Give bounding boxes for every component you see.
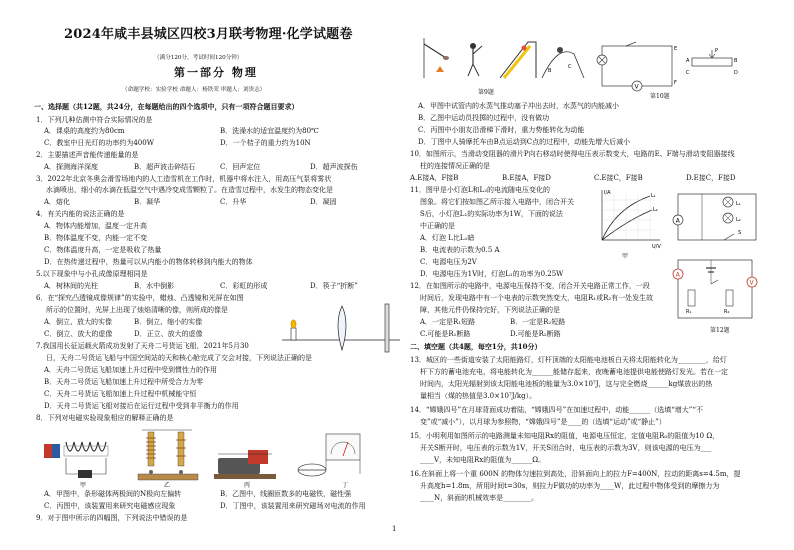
q15-line1: 15．小明利用如图所示的电路测量未知电阻Rx的阻值，电源电压恒定，定值电阻R₀的阻值为10 Ω， [410,432,720,440]
q10-option-d: D.E接C，F接D [686,174,736,182]
q11-circuit-figure [672,188,764,248]
q3-stem-line2: 水滴喷出，细小的水滴在低温空气中遇冷变成雪颗粒了。在造雪过程中，水发生的物态变化是 [46,186,333,194]
resistor-r2-icon [726,290,733,306]
q16-line3: ____N，斜面的机械效率是________。 [420,494,539,502]
svg-text:R₂: R₂ [724,309,730,315]
battery-icon [78,470,92,478]
q13-line3: 时间内，太阳光辐射到该太阳能电池板的能量为3.0×10⁷J，这与完全燃烧______kg煤放出的热 [420,380,713,388]
q3-option-c: C．升华 [220,198,247,206]
q1-stem: 1．下列几种估测中符合实际情况的是 [36,116,153,124]
q8-option-b: B．乙图中，线圈匝数多的电磁铁，磁性强 [220,490,352,498]
q6-stem-line1: 6．在“探究凸透镜成像规律”的实验中，蜡烛、凸透镜和光屏在如图 [36,294,244,302]
q3-option-b: B．凝华 [134,198,161,206]
battery-pack-icon [248,450,268,464]
candle-icon [291,328,296,340]
svg-text:P: P [715,48,719,54]
q6-stem-line2: 所示的位置时，光屏上出现了烛焰清晰的像，则所成的像是 [46,306,228,314]
q11-iu-graph [594,186,664,250]
switch-icon [711,280,718,284]
q12-option-d: D.可能是R₂断路 [510,330,561,338]
q7-option-a: A．天舟二号货运飞船加速上升过程中受到惯性力的作用 [44,366,218,374]
q2-option-d: D．超声波探伤 [310,163,358,171]
svg-text:A: A [675,271,680,279]
q2-option-c: C．回声定位 [220,163,261,171]
svg-text:S: S [738,230,742,236]
q7-option-c: C．天舟二号货运飞船加速上升过程中机械能守恒 [44,390,197,398]
q4-option-c: C．物体温度升高，一定是吸收了热量 [44,246,162,254]
svg-text:L₁: L₁ [736,201,741,207]
coil-icon [66,442,106,451]
fig11-caption: 甲 [622,253,629,260]
q8-stem: 8．下列对电磁实验现象相应的解释正确的是 [36,414,174,422]
light-screen-icon [385,304,389,352]
q12-option-a: A．一定是R₁短路 [420,318,476,326]
fig8-jia-coil [44,442,108,478]
q11-stem-line2: 图象。将它们按如图乙所示接入电路中，闭合开关 [420,198,574,206]
svg-text:E: E [674,46,678,52]
q5-option-b: B．水中倒影 [134,282,175,290]
score-line: （满分120分，考试时间120分钟） [154,55,243,61]
fig9-thrower [468,43,482,76]
convex-lens-icon [338,306,346,350]
q6-lens-figure [282,300,402,358]
fig8-label-jia: 甲 [80,482,87,488]
fig8-label-ding: 丁 [342,482,349,488]
q11-stem-line4: 中正确的是 [420,222,455,230]
q7-stem-line2: 日，天舟二号货运飞船与中国空间站的天和核心舱完成了交会对接，下列说法正确的是 [46,354,312,362]
q9-option-b: B．乙图中运动员投掷的过程中，没有做功 [418,114,550,122]
fig10-caption: 第10题 [650,93,670,100]
q5-option-d: D．筷子“折断” [310,282,358,290]
q12-option-c: C.可能是R₁断路 [420,330,471,338]
fig8-yi-electromagnets [138,430,198,480]
q3-option-d: D．凝固 [310,198,337,206]
q6-option-c: C．倒立、放大的虚像 [44,330,113,338]
q11-stem-line3: S后，小灯泡L₁的实际功率为1W，下面的说法 [420,210,563,218]
q9-option-d: D．丁图中人骑摩托车由B点运动到C点的过程中，动能先增大后减小 [418,138,631,146]
q11-option-b: B．电流表的示数为0.5 A [420,246,500,254]
q13-line2: 杆下方的蓄电池充电，将电能转化为______能储存起来，夜晚蓄电池提供电能使路灯发光。若在一定 [420,368,728,376]
q8-figures [42,424,402,488]
svg-text:F: F [674,80,677,86]
rheostat-icon [692,58,732,66]
q2-stem: 2．主要描述声音能传递能量的是 [36,151,139,159]
fig9-slide [500,42,536,78]
q9-figure [418,34,588,84]
q1-option-c: C．教室中日光灯的功率约为400W [44,139,154,147]
fig8-label-yi: 乙 [164,482,171,488]
resistor-r1-icon [688,290,695,306]
q10-stem-line1: 10．如图所示，当滑动变阻器的滑片P向右移动时使得电压表示数变大，电路的E、F端与滑动变阻器接线 [410,150,735,158]
svg-text:V: V [634,83,639,91]
page-number: 1 [392,525,397,533]
exam-title: 2024年咸丰县城区四校3月联考物理·化学试题卷 [64,27,353,42]
motorbike-icon [557,47,563,53]
q9-option-a: A．甲图中试管内的水蒸气推动塞子冲出去时，水蒸气的内能减小 [418,102,620,110]
q7-option-b: B．天舟二号货运飞船加速上升过程中所受合力为零 [44,378,204,386]
svg-text:C: C [686,70,690,76]
section2-heading: 二、填空题（共4题，每空1分，共10分） [410,342,542,351]
svg-text:L₂: L₂ [653,207,658,213]
q10-option-b: B.E接A，F接D [502,174,552,182]
q14-line2: 变”或“减小”），以月球为参照物，“嫦娥四号”是____的（选填“运动”或“静止”） [420,418,666,426]
svg-text:L₂: L₂ [736,217,741,223]
q4-option-b: B．物体温度不变，内能一定不变 [44,234,148,242]
q16-line1: 16.在斜面上将一个重 600N 的物体匀速拉到高处，沿斜面向上的拉力F=400N，拉动的距离s=4.5m，提 [410,470,741,478]
q5-option-a: A．树林间的光柱 [44,282,99,290]
svg-text:V: V [749,279,754,287]
svg-text:B: B [734,58,738,64]
q8-option-d: D．丁图中，该装置用来研究磁场对电流的作用 [220,502,366,510]
q4-option-a: A．物体内能增加，温度一定升高 [44,222,148,230]
fig9-test-tube [424,38,449,78]
fig9-caption: 第9题 [478,89,494,96]
q8-option-c: C．丙图中，该装置用来研究电磁感应现象 [44,502,176,510]
flame-icon [436,66,444,72]
svg-text:A: A [675,217,680,225]
magnet-s-icon [52,444,60,458]
q12-circuit-figure [666,254,764,324]
q5-stem: 5.以下现象中与小孔成像原理相同是 [36,270,148,278]
q10-option-c: C.E接C，F接B [594,174,643,182]
q13-line1: 13．城区的一些街道安装了太阳能路灯，灯杆顶端的太阳能电池板白天将太阳能转化为________，给灯 [410,356,727,364]
fig8-label-bing: 丙 [244,482,251,488]
svg-text:R₁: R₁ [686,309,692,315]
svg-text:A: A [686,58,690,64]
authors-line: （命题学校：实验学校 命题人：杨铁荣 审题人：刘贵志） [122,87,266,93]
svg-text:B: B [548,68,552,74]
switch-s-icon [724,234,734,240]
q7-stem-line1: 7.我国用长征运载火箭成功发射了天舟二号货运飞船，2021年5月30 [36,342,249,350]
q6-option-d: D．正立、放大的虚像 [134,330,203,338]
q2-option-b: B．超声波击碎结石 [134,163,196,171]
switch-icon [626,42,636,46]
q11-option-a: A．灯泡 L比L₁暗 [420,234,475,242]
q15-line2: 开关S断开时，电压表的示数为1V，开关S闭合时，电压表的示数为3V，则该电源的电压为___ [420,444,712,452]
q1-option-d: D．一个桔子的重力约为10N [220,139,311,147]
q12-stem-line1: 12．在如图所示的电路中，电源电压保持不变，闭合开关电路正常工作，一段 [410,282,650,290]
svg-text:C: C [568,64,572,70]
curve-l2 [602,210,652,240]
magnet-n-icon [44,444,52,458]
q11-stem-line1: 11．图甲是小灯泡L和L₂的电流随电压变化的 [410,186,551,194]
q11-option-d: D．电源电压为1V时，灯泡L₁的功率为0.25W [420,270,564,278]
q13-line4: 量相当（煤的热值是3.0×10⁷J/kg）。 [420,392,537,400]
svg-text:D: D [734,70,738,76]
q12-stem-line3: 障，其他元件仍保持完好，下列说法正确的是 [420,306,560,314]
q15-line3: ____V，未知电阻Rx的阻值为______Ω。 [420,456,546,464]
q3-option-a: A．熔化 [44,198,71,206]
q3-stem-line1: 3．2022年北京冬奥会滑雪场地内的人工造雪机在工作时，机器中将水注入，用高压气泵将雾状 [36,175,332,183]
section1-heading: 一、选择题（共12题，共24分，在每题给出的四个选项中，只有一项符合题目要求） [34,102,299,111]
flame-icon [291,320,296,328]
q1-option-a: A．课桌的高度约为80cm [44,127,125,135]
q14-line1: 14．“嫦娥四号”在月球背面成功着陆，“嫦娥四号”在加速过程中，动能______（选填“增大”“不 [410,406,703,414]
q2-option-a: A．探测海洋深度 [44,163,99,171]
q12-stem-line2: 时间后，发现电路中有一个电表的示数突然变大，电阻R₁或R₂有一处发生故 [420,294,654,302]
q9-stem: 9．对于图中所示的四幅图，下列说法中错误的是 [36,514,188,522]
part-heading: 第一部分 物理 [174,66,258,79]
svg-text:I/A: I/A [604,190,611,196]
svg-text:L₁: L₁ [651,193,656,199]
svg-text:U/V: U/V [652,244,661,250]
q1-option-b: B．洗澡水的适宜温度约为80℃ [220,127,319,135]
q6-option-a: A．倒立、放大的实像 [44,318,113,326]
q9-option-c: C．丙图中小朋友沿滑梯下滑时，重力势能转化为动能 [418,126,585,134]
fig8-bing-motor [214,450,276,479]
fig12-caption: 第12题 [710,327,730,334]
q6-option-b: B．倒立、缩小的实像 [134,318,203,326]
fig9-motorbike [542,47,584,78]
q8-option-a: A．甲图中，条形磁体两极间的N极向左偏转 [44,490,182,498]
q11-option-c: C．电源电压为2V [420,258,477,266]
meter-icon [326,434,360,460]
q4-option-d: D．在热传递过程中，热量可以从内能小的物体转移到内能大的物体 [44,258,253,266]
q10-stem-line2: 柱的连接情况正确的是 [420,162,490,170]
q5-option-c: C．彩虹的形成 [220,282,268,290]
q7-option-d: D．天舟二号货运飞船对接后在运行过程中受到非平衡力的作用 [44,402,239,410]
q12-option-b: B．一定是R₂短路 [510,318,566,326]
q10-option-a: A.E接A，F接B [410,174,459,182]
q10-circuit-figure [596,40,762,94]
q4-stem: 4．有关内能的说法正确的是 [36,210,125,218]
fig8-ding-galvanometer [298,434,360,476]
q16-line2: 升高度h=1.8m，所用时间t=30s，则拉力F做功的功率为____W，此过程中物体受到的摩擦力为 [420,482,720,490]
